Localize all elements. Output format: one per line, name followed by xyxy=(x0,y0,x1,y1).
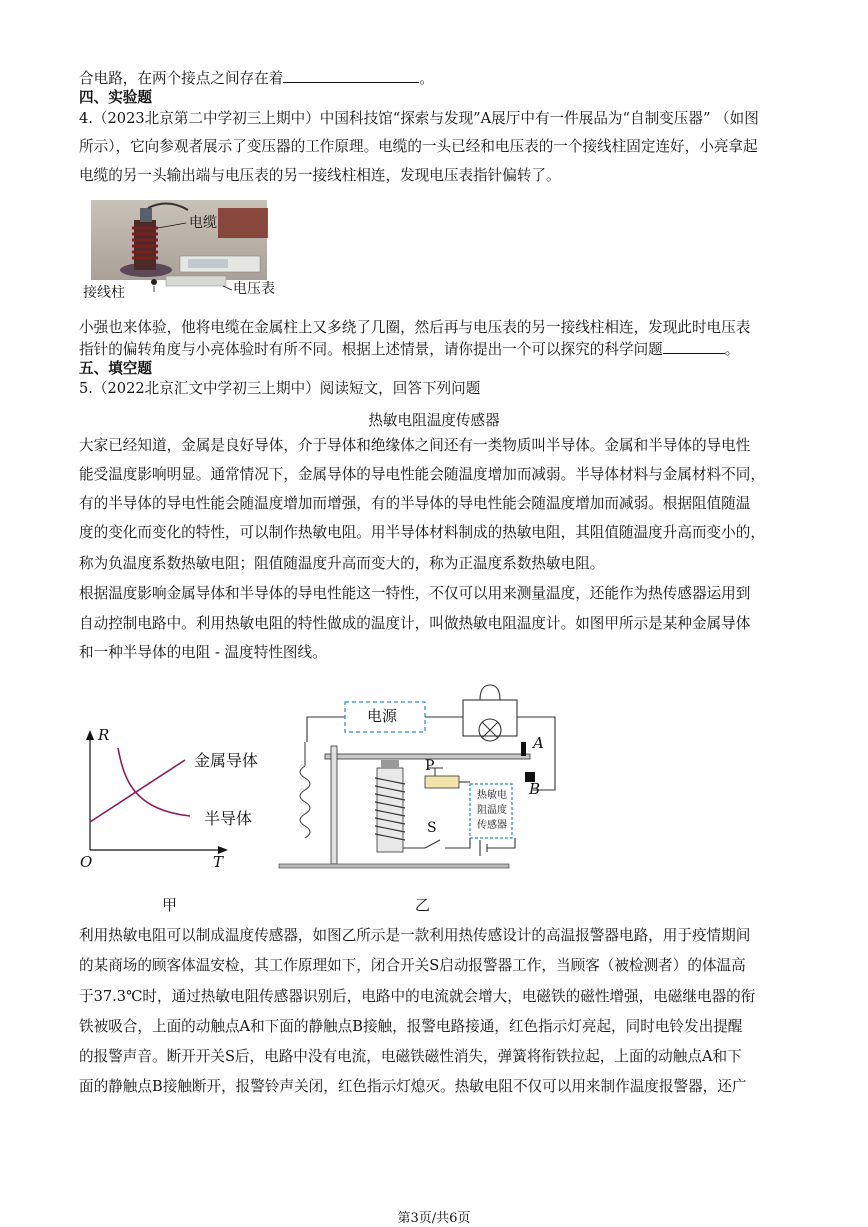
q4-line-5-punct: 。 xyxy=(724,341,740,358)
sensor-label-line: 热敏电 xyxy=(477,790,507,801)
section-heading-fill: 五、填空题 xyxy=(79,360,152,377)
p2-line: 和一种半导体的电阻 - 温度特性图线。 xyxy=(79,644,327,661)
label-voltmeter: 电压表 xyxy=(233,281,275,297)
contact-a-label: A xyxy=(533,734,544,752)
p2-line: 根据温度影响金属导体和半导体的导电性能这一特性，不仅可以用来测量温度，还能作为热传感器运用到 xyxy=(79,585,751,602)
q4-line-1: 4.（2023北京第二中学初三上期中）中国科技馆“探索与发现”A展厅中有一件展品为“自制变压器” （如图 xyxy=(79,110,759,127)
origin-label: O xyxy=(80,853,93,871)
q4-line-4: 小强也来体验，他将电缆在金属柱上又多绕了几圈，然后再与电压表的另一接线柱相连，发现此时电压表 xyxy=(79,319,751,336)
q3-tail-line xyxy=(79,68,434,89)
answer-blank[interactable] xyxy=(283,68,419,83)
alarm-circuit xyxy=(275,680,575,880)
thermistor-sensor-label xyxy=(472,788,512,833)
label-semiconductor: 半导体 xyxy=(204,809,253,828)
p1-line: 度的变化而变化的特性，可以制作热敏电阻。用半导体材料制成的热敏电阻，其阻值随温度升高而变小的， xyxy=(79,524,765,541)
p3-line: 铁被吸合，上面的动触点A和下面的静触点B接触，报警电路接通，红色指示灯亮起，同时电铃发出提醒 xyxy=(79,1018,743,1035)
q4-line-5 xyxy=(79,339,739,360)
p3-line: 的某商场的顾客体温安检，其工作原理如下，闭合开关S启动报警器工作，当顾客（被检测者）的体温高 xyxy=(79,957,746,974)
answer-blank[interactable] xyxy=(663,339,725,354)
q4-line-3: 电缆的另一头输出端与电压表的另一接线柱相连，发现电压表指针偏转了。 xyxy=(79,167,561,184)
caption-jia: 甲 xyxy=(162,896,178,914)
caption-yi: 乙 xyxy=(415,896,431,914)
axis-r: R xyxy=(98,726,110,744)
transformer-photo xyxy=(83,198,288,303)
label-terminal: 接线柱 xyxy=(83,285,125,301)
rt-graph xyxy=(70,720,290,880)
sensor-label-line: 阻温度 xyxy=(477,805,507,816)
p3-line: 利用热敏电阻可以制成温度传感器，如图乙所示是一款利用热传感设计的高温报警器电路，用于疫情期间 xyxy=(79,927,751,944)
q3-tail-punct: 。 xyxy=(419,70,434,87)
p3-line: 的报警声音。断开开关S后，电路中没有电流，电磁铁磁性消失，弹簧将衔铁拉起，上面的动触点A和下 xyxy=(79,1048,742,1065)
p1-line: 称为负温度系数热敏电阻；阻值随温度升高而变大的，称为正温度系数热敏电阻。 xyxy=(79,555,605,572)
power-source-label: 电源 xyxy=(367,707,398,725)
switch-s-label: S xyxy=(427,820,437,836)
label-metal-conductor: 金属导体 xyxy=(194,751,259,770)
p2-line: 自动控制电路中。利用热敏电阻的特性做成的温度计，叫做热敏电阻温度计。如图甲所示是某种金属导体 xyxy=(79,615,751,632)
p1-line: 大家已经知道，金属是良好导体，介于导体和绝缘体之间还有一类物质叫半导体。金属和半导体的导电性 xyxy=(79,437,751,454)
p3-line: 于37.3℃时，通过热敏电阻传感器识别后，电路中的电流就会增大，电磁铁的磁性增强，电磁继电器的衔 xyxy=(79,988,756,1005)
q5-line-1: 5.（2022北京汇文中学初三上期中）阅读短文，回答下列问题 xyxy=(79,380,481,397)
axis-t: T xyxy=(213,853,224,871)
contact-b-label: B xyxy=(529,780,541,798)
section-heading-experiment: 四、实验题 xyxy=(79,89,152,106)
page-footer: 第3页/共6页 xyxy=(397,1211,471,1226)
q3-tail-text: 合电路，在两个接点之间存在着 xyxy=(79,70,284,87)
p1-line: 有的半导体的导电性能会随温度增加而增强，有的半导体的导电性能会随温度增加而减弱。根据阻值随温 xyxy=(79,495,751,512)
slider-p-label: P xyxy=(425,758,435,774)
q4-line-5-text: 指针的偏转角度与小亮体验时有所不同。根据上述情景，请你提出一个可以探究的科学问题 xyxy=(79,341,663,358)
article-title: 热敏电阻温度传感器 xyxy=(368,412,500,429)
p1-line: 能受温度影响明显。通常情况下，金属导体的导电性能会随温度增加而减弱。半导体材料与金属材料不同， xyxy=(79,466,765,483)
q4-line-2: 所示），它向参观者展示了变压器的工作原理。电缆的一头已经和电压表的一个接线柱固定连好，小亮拿起 xyxy=(79,138,758,155)
label-cable: 电缆 xyxy=(189,215,217,231)
sensor-label-line: 传感器 xyxy=(477,820,507,831)
p3-line: 面的静触点B接触断开，报警铃声关闭，红色指示灯熄灭。热敏电阻不仅可以用来制作温度报警器，还广 xyxy=(79,1078,747,1095)
